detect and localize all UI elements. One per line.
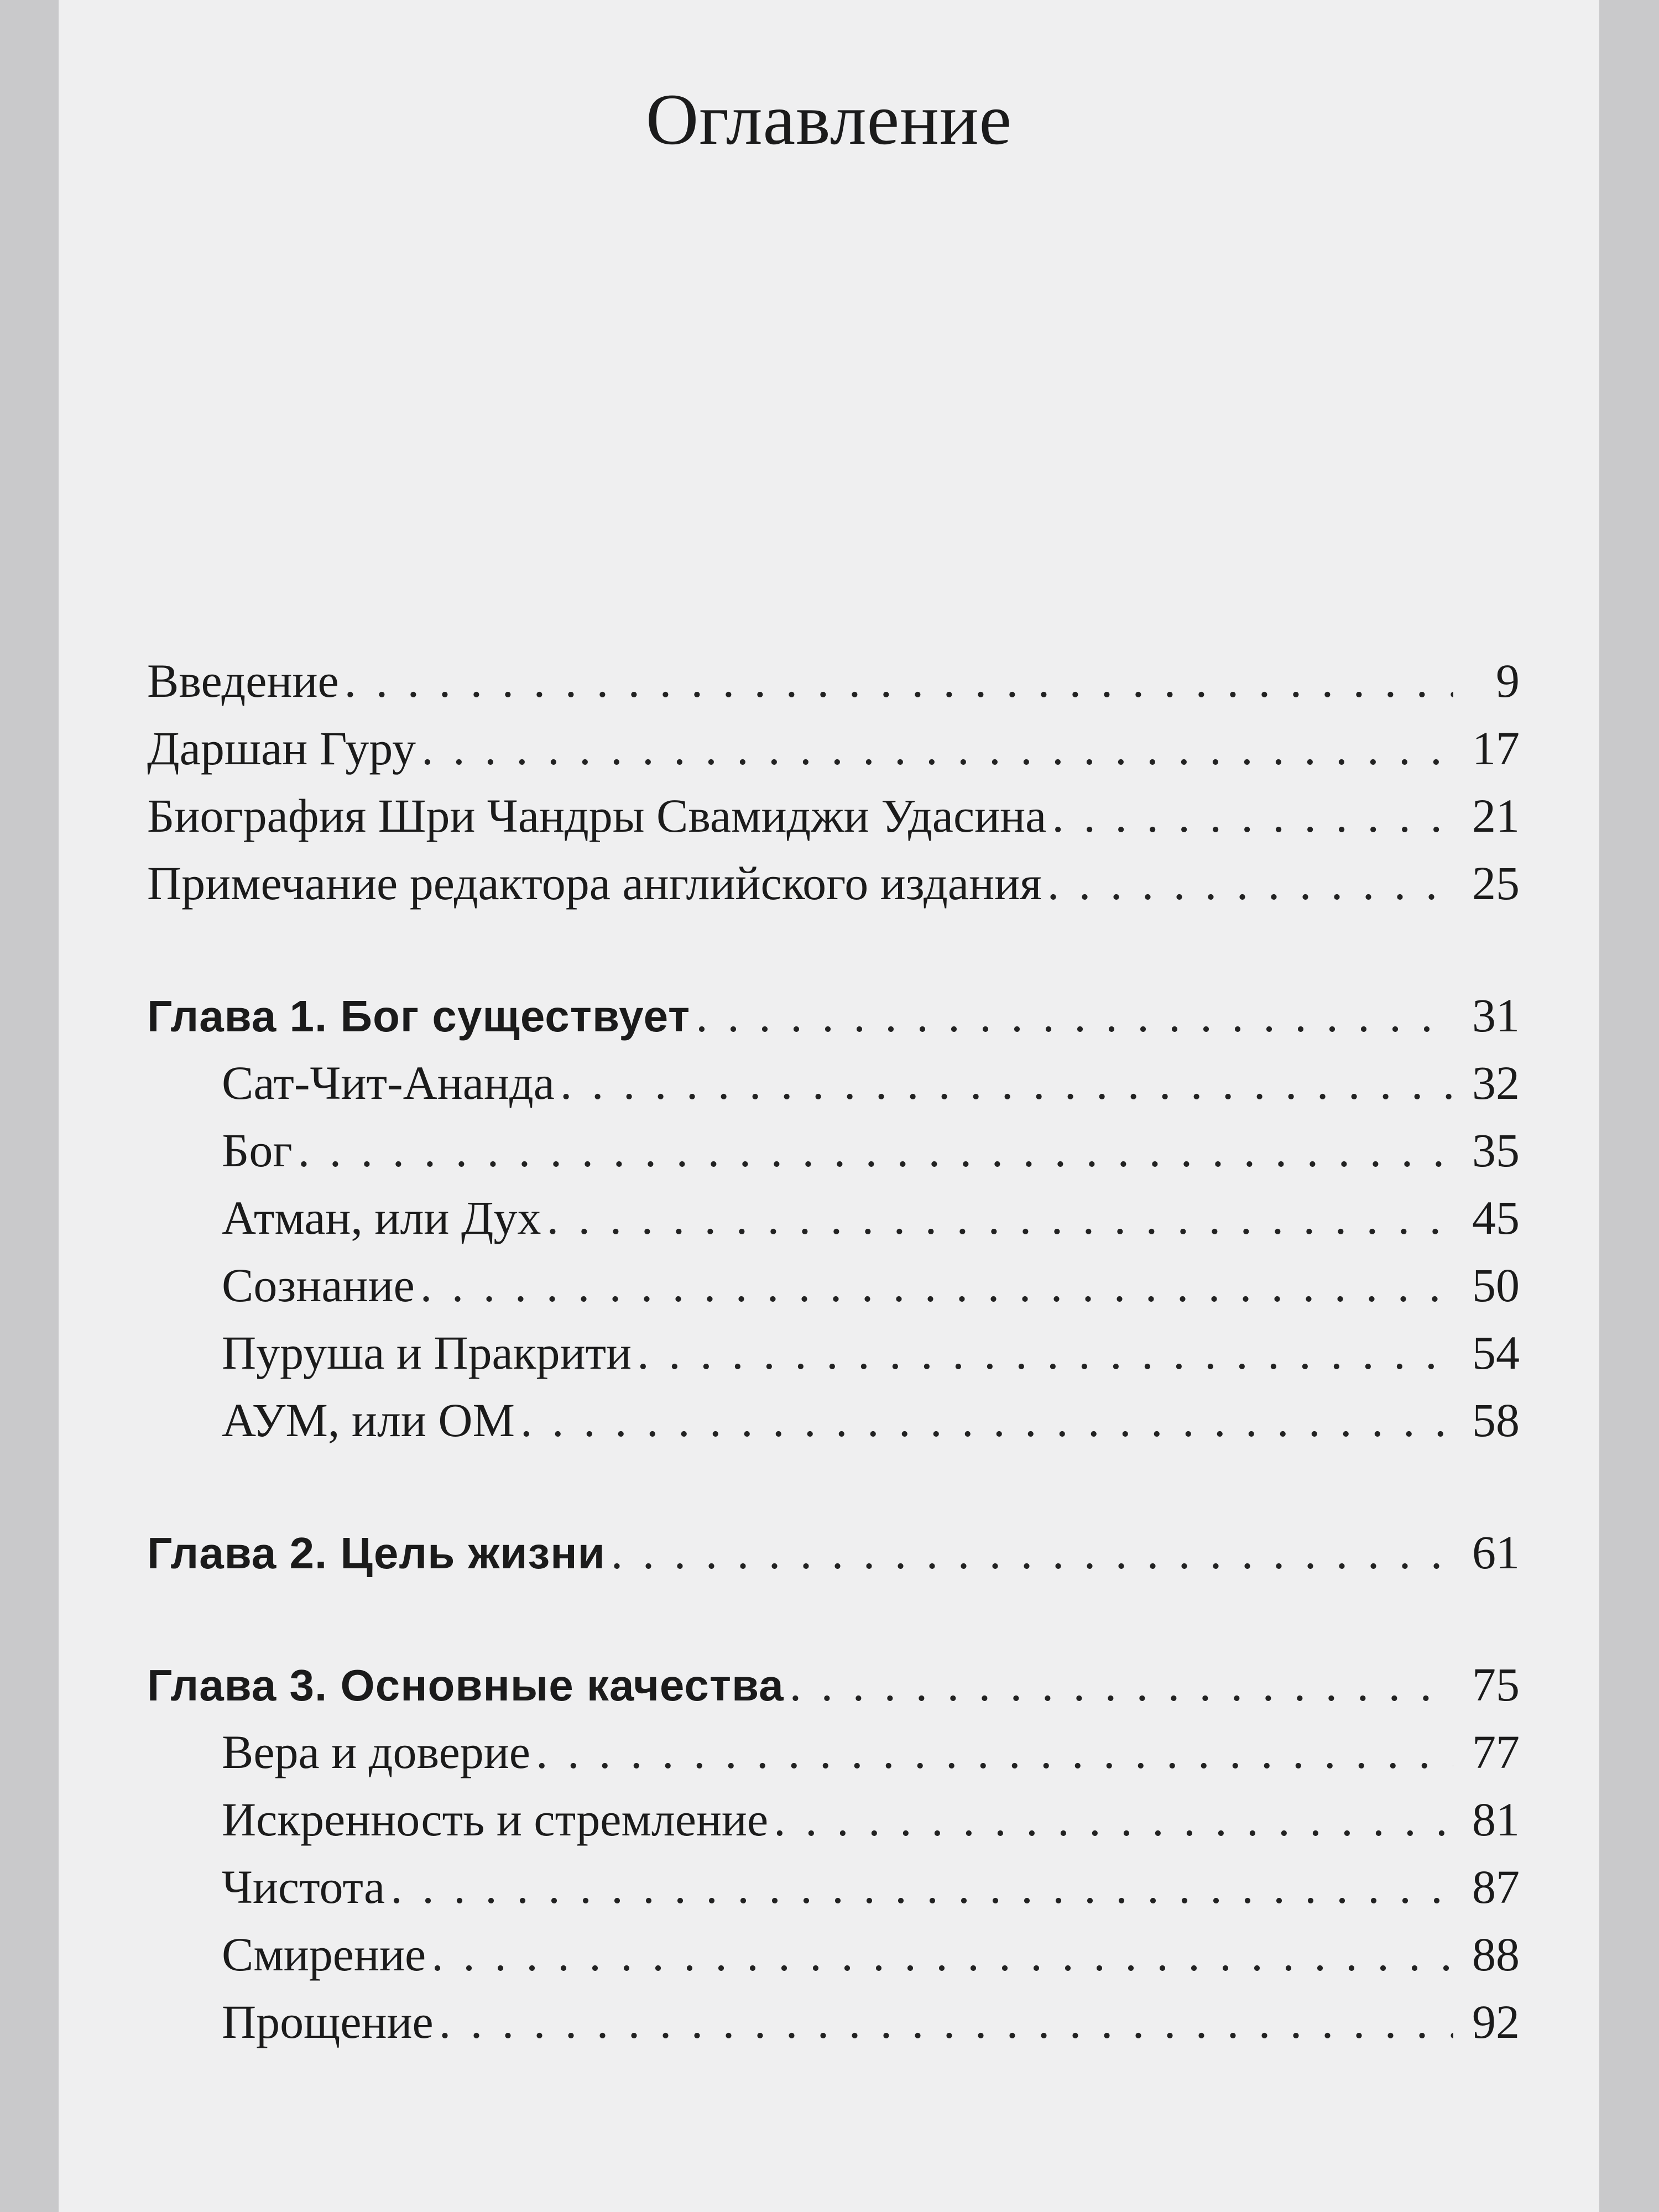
chapter-title: Глава 1. Бог существует — [147, 992, 691, 1041]
book-page — [59, 0, 1599, 2212]
dot-leader — [431, 1921, 1453, 1988]
toc-entry-page: 54 — [1472, 1326, 1520, 1379]
dot-leader — [421, 714, 1453, 782]
toc-entry[interactable] — [147, 1386, 1520, 1454]
toc-entry-title: Сознание — [222, 1259, 415, 1312]
toc-entry[interactable] — [147, 1921, 1520, 1988]
toc-chapter-heading[interactable] — [147, 1519, 1520, 1586]
toc-entry-page: 88 — [1472, 1928, 1520, 1981]
dot-leader — [611, 1519, 1453, 1586]
toc-entry-page: 32 — [1472, 1056, 1520, 1109]
toc-entry-title: Пуруша и Пракрити — [222, 1326, 632, 1379]
toc-entry-title: Введение — [147, 654, 339, 707]
toc-entry-page: 50 — [1472, 1259, 1520, 1312]
toc-entry-title: Вера и доверие — [222, 1725, 530, 1778]
toc-entry[interactable] — [147, 1251, 1520, 1319]
toc-entry-title: Биография Шри Чандры Свамиджи Удасина — [147, 789, 1047, 842]
toc-entry-page: 77 — [1472, 1725, 1520, 1778]
toc-entry[interactable] — [147, 1786, 1520, 1853]
toc-entry[interactable] — [147, 1988, 1520, 2056]
toc-entry-title: Примечание редактора английского издания — [147, 857, 1042, 910]
toc-chapter-heading[interactable] — [147, 982, 1520, 1049]
toc-entry-title: Атман, или Дух — [222, 1191, 541, 1244]
toc-section-chapter-3 — [147, 1651, 1520, 2056]
toc-section-front-matter — [147, 647, 1520, 917]
toc-entry-title: Смирение — [222, 1928, 426, 1981]
toc-section-chapter-2 — [147, 1519, 1520, 1586]
toc-entry[interactable] — [147, 1184, 1520, 1251]
toc-entry[interactable] — [147, 714, 1520, 782]
toc-section-chapter-1 — [147, 982, 1520, 1454]
toc-entry-page: 92 — [1472, 1995, 1520, 2048]
dot-leader — [390, 1853, 1453, 1921]
toc-entry[interactable] — [147, 849, 1520, 917]
dot-leader — [420, 1251, 1453, 1319]
dot-leader — [1047, 849, 1453, 917]
toc-entry-title: Даршан Гуру — [147, 722, 416, 775]
toc-entry-title: Бог — [222, 1124, 293, 1177]
toc-entry-title: Прощение — [222, 1995, 434, 2048]
chapter-title: Глава 2. Цель жизни — [147, 1528, 606, 1578]
toc-entry-page: 21 — [1472, 789, 1520, 842]
dot-leader — [1052, 782, 1453, 849]
toc-entry[interactable] — [147, 782, 1520, 849]
table-of-contents — [147, 647, 1520, 2120]
toc-entry-page: 9 — [1496, 654, 1520, 707]
page-title: Оглавление — [645, 79, 1013, 160]
dot-leader — [637, 1319, 1453, 1386]
toc-entry-page: 58 — [1472, 1394, 1520, 1447]
toc-entry[interactable] — [147, 1853, 1520, 1921]
dot-leader — [520, 1386, 1453, 1454]
toc-entry-page: 25 — [1472, 857, 1520, 910]
toc-entry-page: 81 — [1472, 1793, 1520, 1846]
toc-entry-page: 17 — [1472, 722, 1520, 775]
dot-leader — [560, 1049, 1453, 1117]
toc-entry-page: 87 — [1472, 1860, 1520, 1913]
toc-entry[interactable] — [147, 1319, 1520, 1386]
dot-leader — [547, 1184, 1453, 1251]
toc-entry-title: Искренность и стремление — [222, 1793, 769, 1846]
dot-leader — [774, 1786, 1453, 1853]
toc-entry-title: Чистота — [222, 1860, 385, 1913]
chapter-page: 61 — [1472, 1526, 1520, 1579]
toc-entry[interactable] — [147, 1049, 1520, 1117]
chapter-page: 75 — [1472, 1658, 1520, 1711]
dot-leader — [536, 1718, 1453, 1786]
dot-leader — [790, 1651, 1453, 1718]
toc-entry[interactable] — [147, 647, 1520, 714]
toc-entry-title: АУМ, или ОМ — [222, 1394, 515, 1447]
toc-entry[interactable] — [147, 1718, 1520, 1786]
dot-leader — [439, 1988, 1453, 2056]
toc-entry-title: Сат-Чит-Ананда — [222, 1056, 555, 1109]
toc-chapter-heading[interactable] — [147, 1651, 1520, 1718]
dot-leader — [298, 1117, 1453, 1184]
dot-leader — [345, 647, 1453, 714]
dot-leader — [696, 982, 1453, 1049]
toc-entry-page: 35 — [1472, 1124, 1520, 1177]
toc-entry[interactable] — [147, 1117, 1520, 1184]
chapter-title: Глава 3. Основные качества — [147, 1661, 784, 1710]
toc-entry-page: 45 — [1472, 1191, 1520, 1244]
chapter-page: 31 — [1472, 989, 1520, 1042]
